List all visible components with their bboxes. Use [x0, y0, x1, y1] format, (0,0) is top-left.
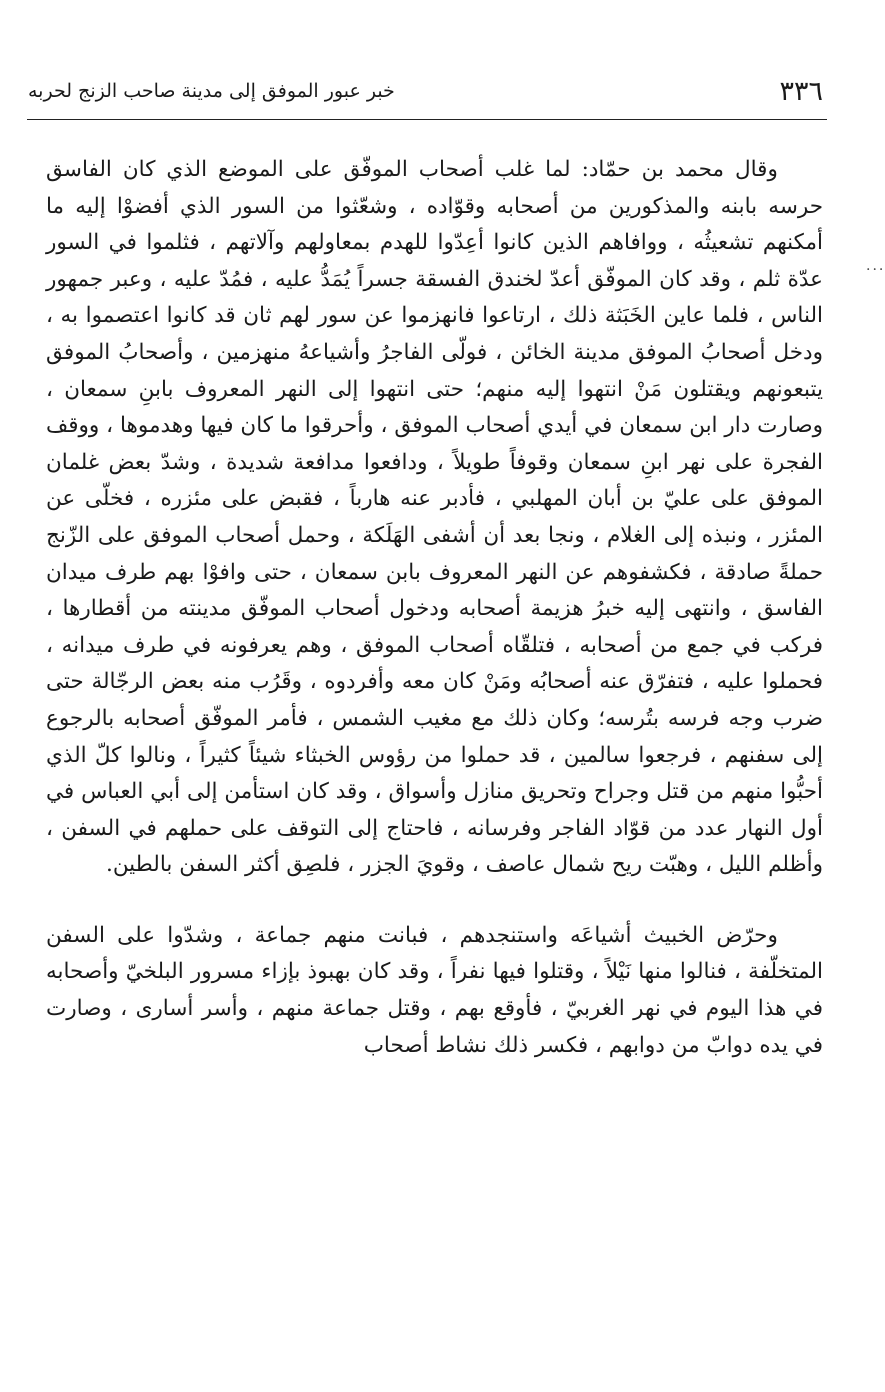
running-title: خبر عبور الموفق إلى مدينة صاحب الزنج لحربه — [28, 80, 395, 102]
paragraph-2: وحرّض الخبيث أشياعَه واستنجدهم ، فبانت منهم جماعة ، وشدّوا على السفن المتخلّفة ، فنالوا منها نَيْلاً ، وقتلوا فيها نفراً ، وقد كان بهبوذ بإزاء مسرور البلخيّ وأصحابه في هذا اليوم في نهر الغربيّ ، فأوقع بهم ، وقتل جماعة منهم ، وأسر أسارى ، وصارت في يده دوابّ من دوابهم ، فكسر ذلك نشاط أصحاب — [46, 922, 823, 1058]
page-number: ٣٣٦ — [779, 75, 823, 107]
header-divider — [27, 119, 827, 120]
margin-mark: ... — [866, 258, 885, 274]
paragraph-1: وقال محمد بن حمّاد: لما غلب أصحاب الموفّق على الموضع الذي كان الفاسق حرسه بابنه والمذكورين من أصحابه وقوّاده ، وشعّثوا من السور الذي أفضوْا إليه ما أمكنهم تشعيثُه ، ووافاهم الذين كانوا أعِدّوا للهدم بمعاولهم وآلاتهم ، فثلموا في السور عدّة ثلم ، وقد كان الموفّق أعدّ لخندق الفسقة جسراً يُمَدُّ عليه ، فمُدّ عليه ، وعبر جمهور الناس ، فلما عاين الخَبَثة ذلك ، ارتاعوا فانهزموا عن سور لهم ثان قد كانوا اعتصموا به ، ودخل أصحابُ الموفق مدينة الخائن ، فولّى الفاجرُ وأشياعهُ منهزمين ، وأصحابُ الموفق يتبعونهم ويقتلون مَنْ انتهوا إليه منهم؛ حتى انتهوا إلى النهر المعروف بابنِ سمعان ، وصارت دار ابن سمعان في أيدي أصحاب الموفق ، وأحرقوا ما كان فيها وهدموها ، ووقف الفجرة على نهر ابنِ سمعان وقوفاً طويلاً ، ودافعوا مدافعة شديدة ، وشدّ بعض غلمان الموفق على عليّ بن أبان المهلبي ، فأدبر عنه هارباً ، فقبض على مئزره ، فخلّى عن المئزر ، ونبذه إلى الغلام ، ونجا بعد أن أشفى الهَلَكة ، وحمل أصحاب الموفق على الزّنج حملةً صادقة ، فكشفوهم عن النهر المعروف بابن سمعان ، حتى وافوْا بهم طرف ميدان الفاسق ، وانتهى إليه خبرُ هزيمة أصحابه ودخول أصحاب الموفّق مدينته من أقطارها ، فركب في جمع من أصحابه ، فتلقّاه أصحاب الموفق ، وهم يعرفونه في طرف ميدانه ، فحملوا عليه ، فتفرّق عنه أصحابُه ومَنْ كان معه وأفردوه ، وقَرُب منه بعض الرجّالة حتى ضرب وجه فرسه بتُرسه؛ وكان ذلك مع مغيب الشمس ، فأمر الموفّق أصحابه بالرجوع إلى سفنهم ، فرجعوا سالمين ، قد حملوا من رؤوس الخبثاء شيئاً كثيراً ، ونالوا كلّ الذي أحبُّوا منهم من قتل وجراح وتحريق منازل وأسواق ، وقد كان استأمن إلى أبي العباس في أول النهار عدد من قوّاد الفاجر وفرسانه ، فاحتاج إلى التوقف على حملهم في السفن ، وأظلم الليل ، وهبّت ريح شمال عاصف ، وقويَ الجزر ، فلصِق أكثر السفن بالطين. — [46, 157, 823, 878]
page-header — [28, 72, 823, 110]
body-text — [46, 152, 823, 1064]
